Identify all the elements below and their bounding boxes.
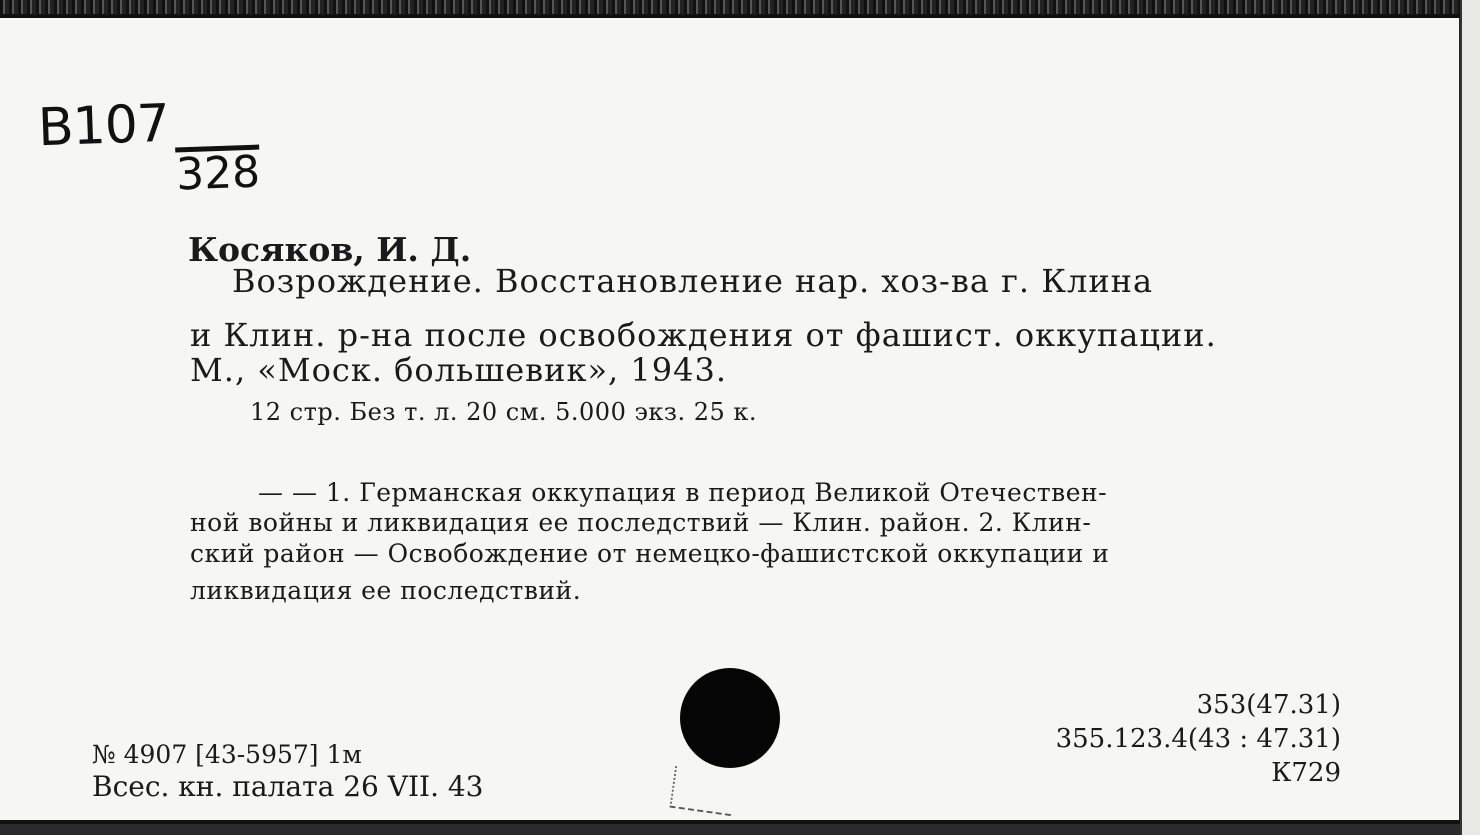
title-line-2: и Клин. р-на после освобождения от фашист. оккупации. bbox=[190, 316, 1217, 354]
physical-description: 12 стр. Без т. л. 20 см. 5.000 экз. 25 к. bbox=[250, 398, 758, 426]
author-heading: Косяков, И. Д. bbox=[188, 230, 472, 269]
imprint-line: М., «Моск. большевик», 1943. bbox=[190, 351, 727, 389]
subject-line-4: ликвидация ее последствий. bbox=[190, 576, 582, 605]
book-chamber-stamp: Всес. кн. палата 26 VII. 43 bbox=[92, 770, 484, 803]
subject-line-1: — — 1. Германская оккупация в период Великой Отечествен- bbox=[258, 478, 1108, 507]
catalog-card bbox=[0, 14, 1462, 824]
classification-code-2: 355.123.4(43 : 47.31) bbox=[1055, 724, 1341, 754]
author-mark: К729 bbox=[1271, 758, 1341, 788]
handwritten-call-number-denominator: 328 bbox=[175, 146, 261, 201]
classification-code-1: 353(47.31) bbox=[1196, 690, 1341, 720]
card-number: № 4907 [43-5957] 1м bbox=[92, 740, 362, 769]
scan-right-edge bbox=[1460, 0, 1480, 835]
scan-artifact bbox=[669, 766, 736, 816]
subject-line-3: ский район — Освобождение от немецко-фашистской оккупации и bbox=[190, 539, 1110, 568]
handwritten-call-number: В107 bbox=[36, 93, 170, 159]
punch-hole bbox=[680, 668, 780, 768]
subject-line-2: ной войны и ликвидация ее последствий — Клин. район. 2. Клин- bbox=[190, 508, 1092, 537]
title-line-1: Возрождение. Восстановление нар. хоз-ва г. Клина bbox=[232, 262, 1154, 300]
